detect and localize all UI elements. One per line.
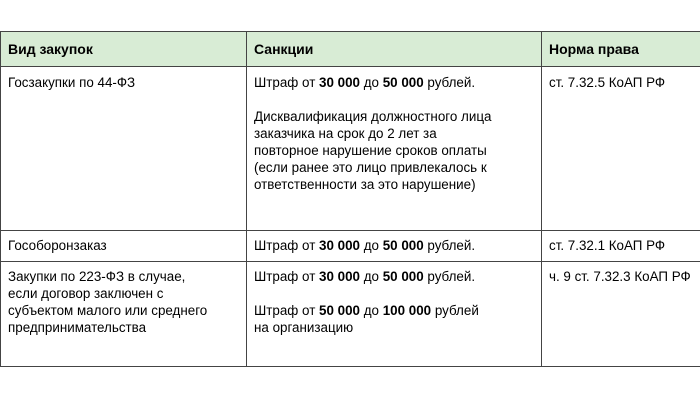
procurement-type-text: Госзакупки по 44-ФЗ xyxy=(8,75,136,90)
fine-text: Штраф от 30 000 до 50 000 рублей. xyxy=(254,75,476,90)
fine-organization-text: Штраф от 50 000 до 100 000 рублей xyxy=(254,303,479,318)
fine-from: 50 000 xyxy=(319,303,361,318)
cell-sanctions xyxy=(247,262,542,367)
fine-from: 30 000 xyxy=(319,75,361,90)
fine-to: 50 000 xyxy=(382,75,424,90)
table-row xyxy=(1,262,700,367)
header-sanctions: Санкции xyxy=(247,32,542,67)
cell-legal-norm: ст. 7.32.5 КоАП РФ xyxy=(542,67,700,231)
cell-legal-norm: ст. 7.32.1 КоАП РФ xyxy=(542,231,700,262)
fine-to: 50 000 xyxy=(382,238,424,253)
header-procurement-type: Вид закупок xyxy=(1,32,247,67)
cell-procurement-type xyxy=(1,231,247,262)
fine-from: 30 000 xyxy=(319,269,361,284)
fine-organization-line2: на организацию xyxy=(254,320,354,335)
cell-legal-norm: ч. 9 ст. 7.32.3 КоАП РФ xyxy=(542,262,700,367)
fine-to: 50 000 xyxy=(382,269,424,284)
cell-sanctions xyxy=(247,67,542,231)
fine-to: 100 000 xyxy=(382,303,432,318)
fine-text: Штраф от 30 000 до 50 000 рублей. xyxy=(254,269,476,284)
disqualification-text: Дисквалификация должностного лица заказчика на срок до 2 лет за повторное нарушение сроков оплаты (если ранее это лицо привлекалось к ответственности за это нарушение) xyxy=(254,109,492,192)
table-row xyxy=(1,67,700,231)
fine-text: Штраф от 30 000 до 50 000 рублей. xyxy=(254,238,476,253)
cell-sanctions xyxy=(247,231,542,262)
header-legal-norm: Норма права xyxy=(542,32,700,67)
table-row xyxy=(1,231,700,262)
cell-procurement-type xyxy=(1,67,247,231)
table-header-row xyxy=(1,32,700,67)
procurement-type-text: Гособоронзаказ xyxy=(8,238,107,253)
cell-procurement-type: Закупки по 223-ФЗ в случае, если договор заключен с субъектом малого или среднего предпринимательства xyxy=(1,262,247,367)
fine-from: 30 000 xyxy=(319,238,361,253)
sanctions-table xyxy=(0,31,700,367)
